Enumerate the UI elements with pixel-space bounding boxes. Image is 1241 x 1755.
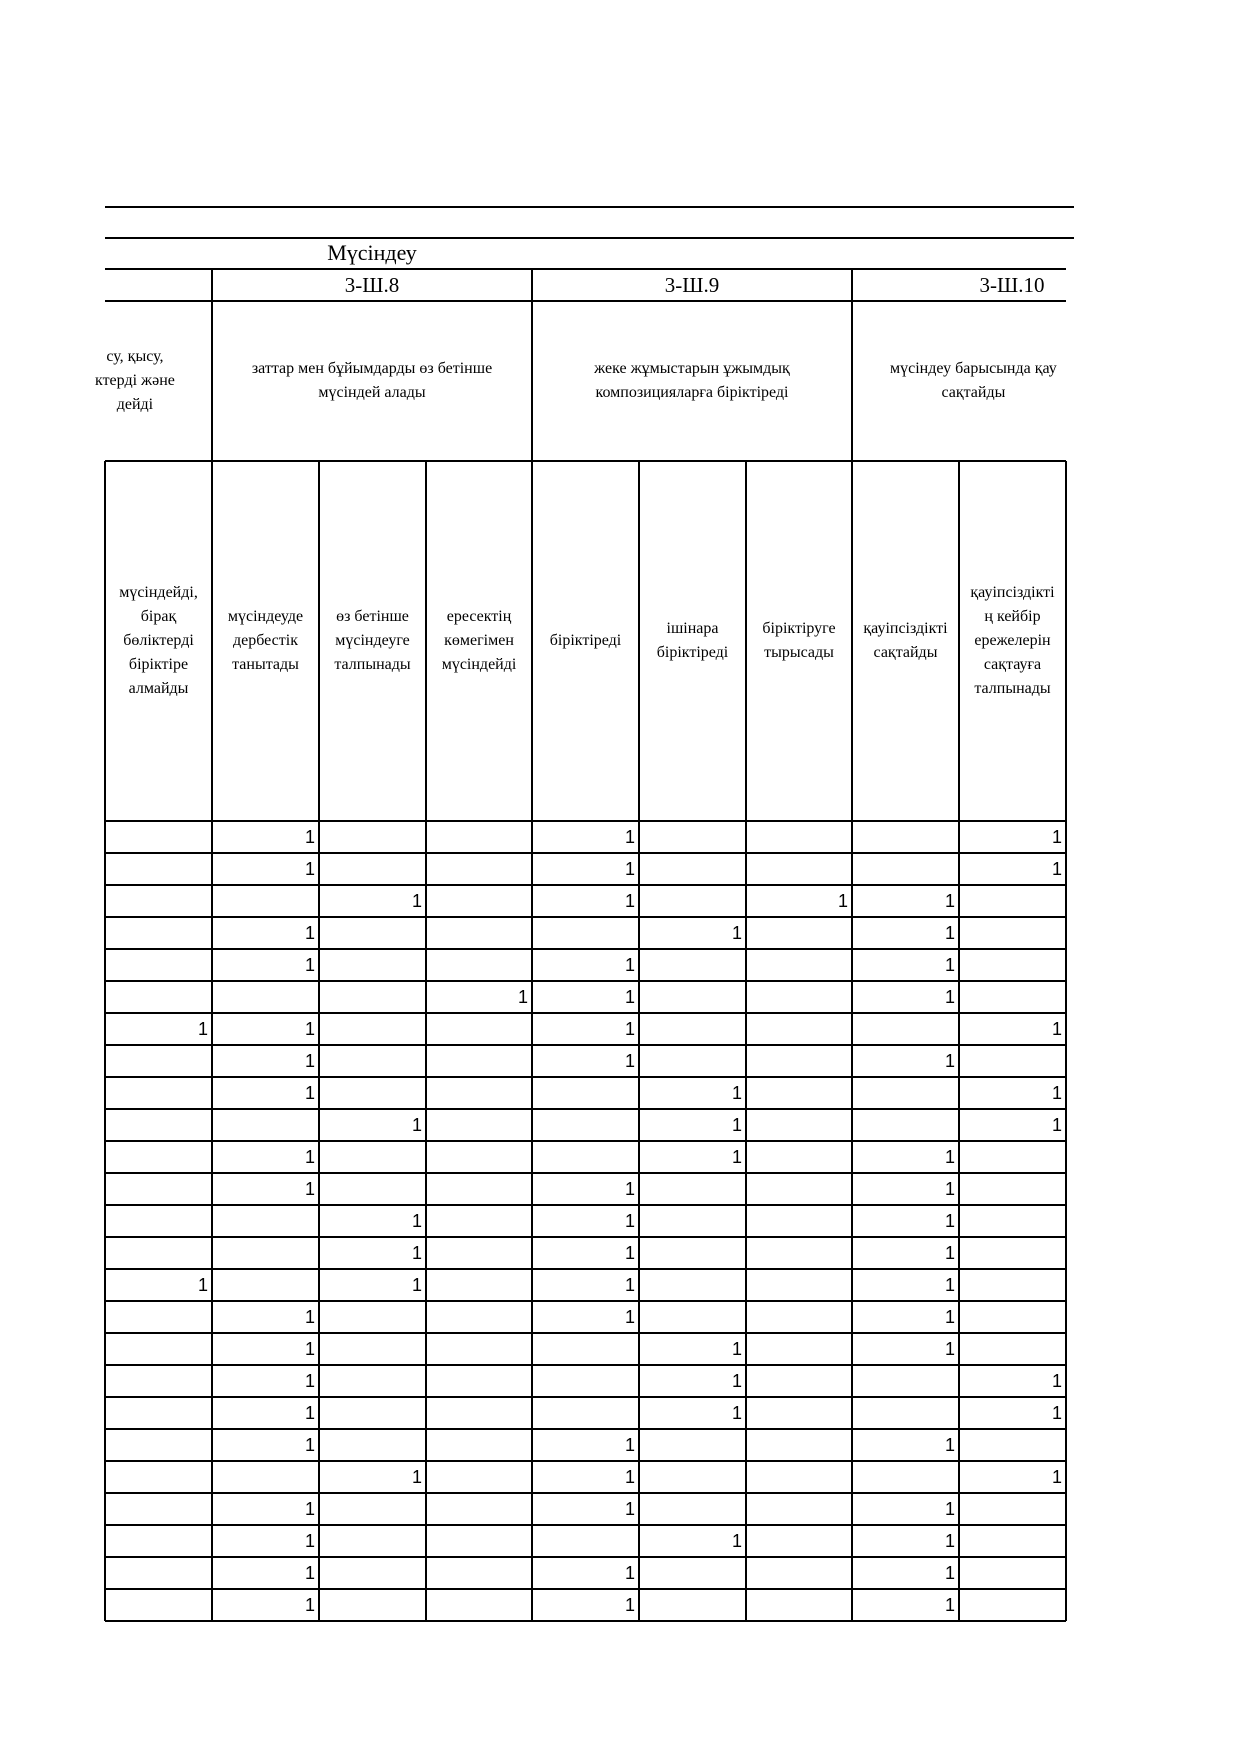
column-header-line: ң кейбір — [984, 608, 1041, 625]
table-cell: 1 — [624, 954, 635, 975]
table-cell: 1 — [624, 1498, 635, 1519]
code-3-sh-8: 3-Ш.8 — [344, 272, 400, 297]
column-header-line: сақтауға — [983, 656, 1042, 673]
table-cell: 1 — [304, 1370, 315, 1391]
table-cell: 1 — [837, 890, 848, 911]
table-cell: 1 — [304, 1338, 315, 1359]
column-header-line: біріктіреді — [549, 632, 622, 649]
table-cell: 1 — [624, 858, 635, 879]
table-cell: 1 — [624, 1562, 635, 1583]
table-cell: 1 — [624, 1018, 635, 1039]
table-cell: 1 — [944, 1338, 955, 1359]
description-line: су, қысу, — [106, 348, 164, 365]
description-line: композицияларға біріктіреді — [595, 384, 789, 401]
column-header-line: танытады — [232, 656, 299, 673]
table-cell: 1 — [411, 890, 422, 911]
table-cell: 1 — [304, 1530, 315, 1551]
table-cell: 1 — [944, 1306, 955, 1327]
table-cell: 1 — [304, 1402, 315, 1423]
code-3-sh-10: 3-Ш.10 — [979, 272, 1045, 297]
column-header-line: ережелерін — [974, 632, 1051, 649]
column-header-line: біріктіруге — [762, 620, 836, 637]
table-cell: 1 — [304, 1146, 315, 1167]
table-cell: 1 — [944, 954, 955, 975]
table-cell: 1 — [944, 986, 955, 1007]
description-line: заттар мен бұйымдарды өз бетінше — [251, 360, 493, 377]
table-cell: 1 — [304, 826, 315, 847]
description-line: сақтайды — [941, 384, 1006, 401]
table-cell: 1 — [304, 1178, 315, 1199]
table-cell: 1 — [304, 1050, 315, 1071]
description-line: жеке жұмыстарын ұжымдық — [594, 360, 790, 377]
column-header-line: өз бетінше — [336, 608, 409, 625]
table-cell: 1 — [944, 1594, 955, 1615]
table-cell: 1 — [624, 1434, 635, 1455]
table-cell: 1 — [624, 1178, 635, 1199]
description-line: мүсіндеу барысында қау — [890, 360, 1057, 377]
table-cell: 1 — [304, 1562, 315, 1583]
table-cell: 1 — [731, 1338, 742, 1359]
table-cell: 1 — [944, 1434, 955, 1455]
table-cell: 1 — [304, 1594, 315, 1615]
table-cell: 1 — [731, 922, 742, 943]
table-cell: 1 — [944, 922, 955, 943]
code-3-sh-9: 3-Ш.9 — [664, 272, 720, 297]
column-header-line: мүсіндеуде — [227, 608, 304, 625]
column-header-line: ішінара — [666, 620, 719, 637]
table-cell: 1 — [731, 1082, 742, 1103]
table-cell: 1 — [1051, 858, 1062, 879]
column-header-line: алмайды — [128, 680, 189, 697]
table-cell: 1 — [624, 1274, 635, 1295]
table-cell: 1 — [624, 986, 635, 1007]
table-cell: 1 — [304, 858, 315, 879]
column-header-line: қауіпсіздікті — [863, 620, 948, 637]
description-line: дейді — [116, 396, 154, 413]
table-cell: 1 — [944, 1178, 955, 1199]
table-cell: 1 — [304, 1082, 315, 1103]
table-cell: 1 — [944, 1210, 955, 1231]
column-header-line: біріктіре — [128, 656, 189, 673]
table-cell: 1 — [944, 890, 955, 911]
column-header-line: сақтайды — [873, 644, 938, 661]
column-header-line: көмегімен — [444, 632, 514, 649]
table-cell: 1 — [197, 1018, 208, 1039]
description-line: мүсіндей алады — [318, 384, 426, 401]
column-header-line: мүсіндеуге — [335, 632, 410, 649]
table-cell: 1 — [411, 1274, 422, 1295]
table-cell: 1 — [624, 890, 635, 911]
table-cell: 1 — [1051, 1082, 1062, 1103]
table-cell: 1 — [411, 1210, 422, 1231]
table-cell: 1 — [517, 986, 528, 1007]
table-cell: 1 — [624, 1466, 635, 1487]
table-cell: 1 — [411, 1466, 422, 1487]
table-cell: 1 — [731, 1402, 742, 1423]
table-cell: 1 — [304, 1306, 315, 1327]
column-header-line: тырысады — [764, 644, 834, 661]
table-cell: 1 — [944, 1146, 955, 1167]
column-header-line: мүсіндейді — [441, 656, 517, 673]
table-cell: 1 — [624, 1594, 635, 1615]
column-header-line: бөліктерді — [123, 632, 194, 649]
table-cell: 1 — [731, 1114, 742, 1135]
table-cell: 1 — [1051, 1114, 1062, 1135]
column-header-line: қауіпсіздікті — [970, 584, 1055, 601]
table-cell: 1 — [411, 1242, 422, 1263]
table-cell: 1 — [304, 1434, 315, 1455]
table-cell: 1 — [1051, 1402, 1062, 1423]
table-cell: 1 — [1051, 1370, 1062, 1391]
table-cell: 1 — [944, 1274, 955, 1295]
table-cell: 1 — [1051, 1466, 1062, 1487]
column-header-line: ересектің — [446, 608, 512, 625]
table-cell: 1 — [624, 1242, 635, 1263]
section-title: Мүсіндеу — [327, 240, 417, 265]
column-header-line: біріктіреді — [656, 644, 729, 661]
table-cell: 1 — [304, 922, 315, 943]
table-cell: 1 — [731, 1530, 742, 1551]
table-cell: 1 — [731, 1370, 742, 1391]
column-header-line: талпынады — [334, 656, 411, 673]
table-cell: 1 — [304, 1498, 315, 1519]
table-cell: 1 — [197, 1274, 208, 1295]
table-cell: 1 — [411, 1114, 422, 1135]
column-header-line: бірақ — [140, 608, 177, 625]
table-cell: 1 — [731, 1146, 742, 1167]
description-line: ктерді және — [95, 372, 175, 389]
table-cell: 1 — [944, 1562, 955, 1583]
table-cell: 1 — [624, 1050, 635, 1071]
column-header-line: талпынады — [974, 680, 1051, 697]
table-cell: 1 — [1051, 826, 1062, 847]
table-cell: 1 — [624, 1210, 635, 1231]
table-cell: 1 — [304, 954, 315, 975]
table-cell: 1 — [624, 826, 635, 847]
column-header-line: мүсіндейді, — [119, 584, 198, 601]
table-cell: 1 — [944, 1242, 955, 1263]
table-cell: 1 — [944, 1530, 955, 1551]
table-cell: 1 — [624, 1306, 635, 1327]
table-cell: 1 — [944, 1050, 955, 1071]
table-cell: 1 — [944, 1498, 955, 1519]
table-cell: 1 — [304, 1018, 315, 1039]
column-header-line: дербестік — [233, 632, 298, 649]
table-cell: 1 — [1051, 1018, 1062, 1039]
